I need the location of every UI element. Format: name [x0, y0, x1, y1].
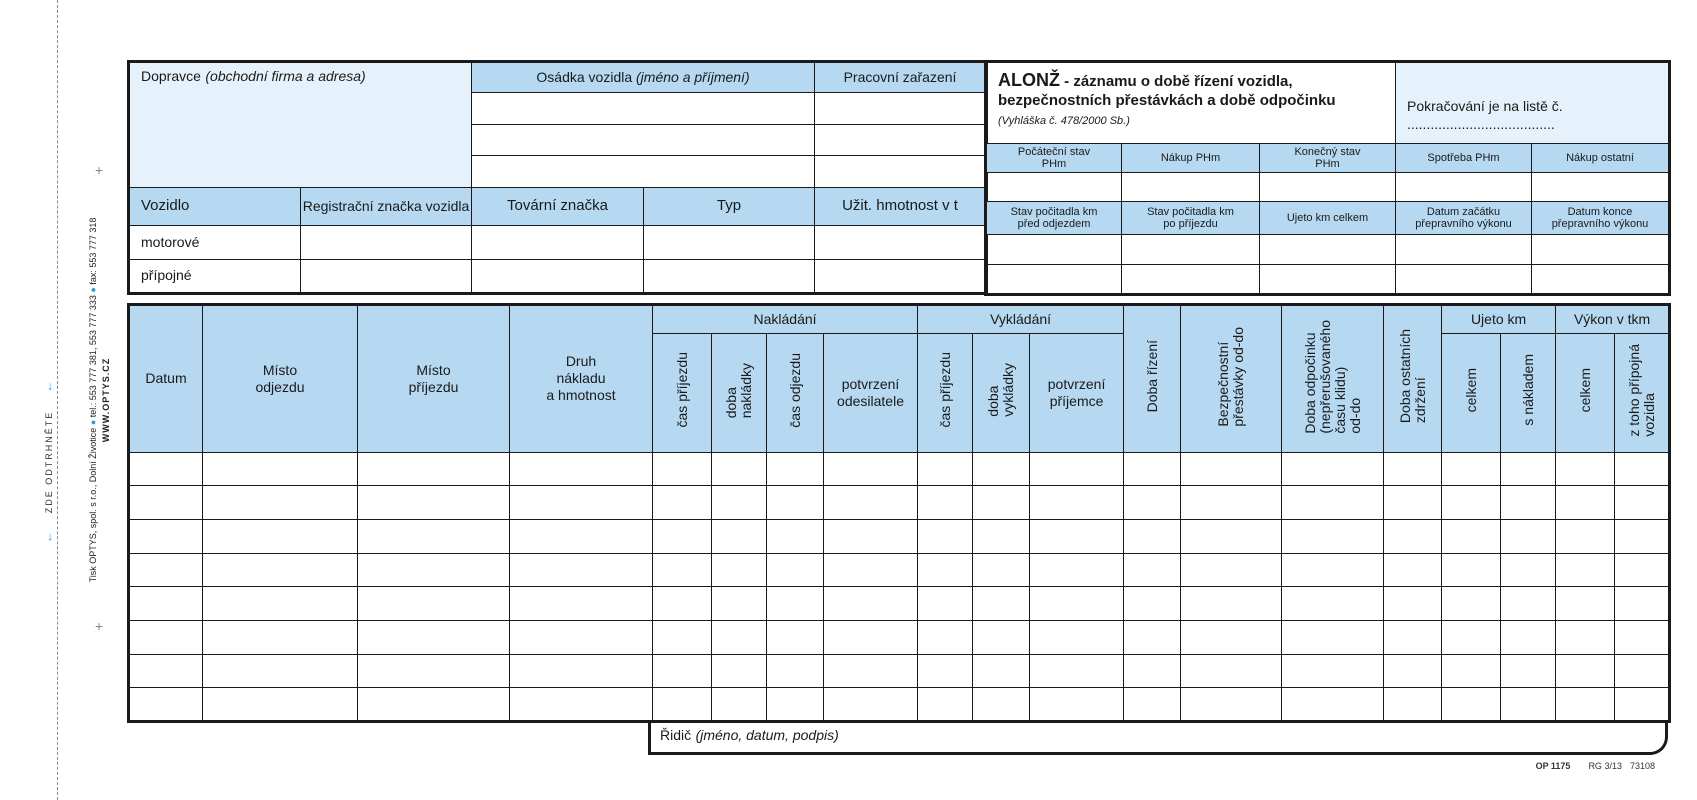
loading-arrival-header: čas příjezdu — [653, 333, 712, 452]
table-cell[interactable] — [1442, 621, 1501, 655]
table-cell[interactable] — [973, 520, 1030, 554]
table-cell[interactable] — [1556, 452, 1615, 486]
table-row — [129, 452, 1670, 486]
table-cell[interactable] — [918, 452, 973, 486]
km-driven-header: Ujeto km — [1442, 305, 1556, 334]
table-cell[interactable] — [767, 452, 824, 486]
crew-role-field[interactable] — [815, 156, 987, 188]
table-cell[interactable] — [824, 587, 918, 621]
unloading-arrival-header: čas příjezdu — [918, 333, 973, 452]
table-cell[interactable] — [510, 452, 653, 486]
table-cell[interactable] — [1030, 688, 1124, 722]
registration-field[interactable] — [301, 225, 472, 259]
table-cell[interactable] — [1442, 452, 1501, 486]
table-cell[interactable] — [1615, 486, 1670, 520]
table-cell[interactable] — [129, 553, 203, 587]
table-cell[interactable] — [1124, 587, 1181, 621]
table-cell[interactable] — [918, 654, 973, 688]
table-cell[interactable] — [653, 520, 712, 554]
table-cell[interactable] — [712, 520, 767, 554]
fuel-end-field[interactable] — [1260, 173, 1396, 202]
table-cell[interactable] — [712, 587, 767, 621]
table-cell[interactable] — [358, 486, 510, 520]
table-cell[interactable] — [973, 654, 1030, 688]
table-cell[interactable] — [918, 486, 973, 520]
table-cell[interactable] — [653, 553, 712, 587]
crew-name-field[interactable] — [472, 92, 815, 124]
brand-header: Tovární značka — [472, 188, 644, 226]
table-cell[interactable] — [1501, 621, 1556, 655]
table-cell[interactable] — [1556, 621, 1615, 655]
crew-header: Osádka vozidla (jméno a příjmení) — [472, 62, 815, 93]
carrier-field[interactable] — [129, 62, 472, 188]
continuation-field[interactable] — [1396, 62, 1670, 144]
table-cell[interactable] — [1556, 553, 1615, 587]
table-cell[interactable] — [358, 452, 510, 486]
table-cell[interactable] — [1556, 654, 1615, 688]
table-cell[interactable] — [1030, 587, 1124, 621]
fuel-end-header: Konečný stav PHm — [1260, 144, 1396, 173]
table-cell[interactable] — [510, 553, 653, 587]
brand-field[interactable] — [472, 225, 644, 259]
table-cell[interactable] — [358, 587, 510, 621]
table-cell[interactable] — [358, 688, 510, 722]
table-cell[interactable] — [973, 587, 1030, 621]
table-cell[interactable] — [1181, 587, 1282, 621]
table-cell[interactable] — [1124, 553, 1181, 587]
brand-field[interactable] — [472, 259, 644, 293]
table-cell[interactable] — [1282, 486, 1384, 520]
table-row — [129, 654, 1670, 688]
sender-confirmation-header: potvrzení odesilatele — [824, 333, 918, 452]
driver-signature-field[interactable] — [648, 720, 1668, 755]
tkm-total-header: celkem — [1556, 333, 1615, 452]
loading-header: Nakládání — [653, 305, 918, 334]
registration-mark-icon: + — [95, 618, 104, 634]
table-cell[interactable] — [653, 452, 712, 486]
arrow-left-icon: ← — [41, 380, 55, 393]
table-cell[interactable] — [510, 621, 653, 655]
km-start-field[interactable] — [986, 265, 1122, 295]
table-cell[interactable] — [1442, 520, 1501, 554]
table-cell[interactable] — [1501, 452, 1556, 486]
weight-field[interactable] — [815, 259, 987, 293]
arrival-place-header: Místo příjezdu — [358, 305, 510, 453]
fuel-consumption-field[interactable] — [1396, 173, 1532, 202]
table-cell[interactable] — [129, 587, 203, 621]
table-cell[interactable] — [1615, 587, 1670, 621]
table-cell[interactable] — [973, 452, 1030, 486]
table-cell[interactable] — [1030, 520, 1124, 554]
crew-role-field[interactable] — [815, 92, 987, 124]
arrow-left-icon: ← — [41, 531, 55, 544]
table-cell[interactable] — [767, 486, 824, 520]
table-cell[interactable] — [767, 654, 824, 688]
transport-end-header: Datum konce přepravního výkonu — [1532, 202, 1670, 235]
table-cell[interactable] — [203, 452, 358, 486]
table-cell[interactable] — [1501, 654, 1556, 688]
cargo-header: Druh nákladu a hmotnost — [510, 305, 653, 453]
fuel-purchase-field[interactable] — [1122, 173, 1260, 202]
table-cell[interactable] — [1615, 654, 1670, 688]
departure-place-header: Místo odjezdu — [203, 305, 358, 453]
table-cell[interactable] — [712, 452, 767, 486]
table-cell[interactable] — [824, 621, 918, 655]
driving-log-table — [127, 303, 1671, 723]
transport-start-field[interactable] — [1396, 265, 1532, 295]
table-cell[interactable] — [1030, 486, 1124, 520]
alonz-subtitle-line2: bezpečnostních přestávkách a době odpočinku — [998, 92, 1336, 109]
fuel-km-form — [984, 60, 1671, 296]
table-cell[interactable] — [1181, 553, 1282, 587]
table-cell[interactable] — [510, 688, 653, 722]
table-cell[interactable] — [824, 654, 918, 688]
table-cell[interactable] — [1282, 587, 1384, 621]
alonz-subtitle: - záznamu o době řízení vozidla, — [1060, 73, 1293, 90]
table-cell[interactable] — [1615, 621, 1670, 655]
table-cell[interactable] — [1030, 452, 1124, 486]
table-cell[interactable] — [1384, 486, 1442, 520]
table-cell[interactable] — [1030, 621, 1124, 655]
table-row — [129, 688, 1670, 722]
table-cell[interactable] — [653, 654, 712, 688]
tear-off-line — [57, 0, 58, 800]
vehicle-header-form — [127, 60, 988, 295]
table-cell[interactable] — [1282, 520, 1384, 554]
table-cell[interactable] — [510, 486, 653, 520]
type-field[interactable] — [644, 259, 815, 293]
table-cell[interactable] — [824, 688, 918, 722]
alonz-title-block — [986, 62, 1396, 144]
table-cell[interactable] — [712, 688, 767, 722]
rest-time-header: Doba odpočinku (nepřerušovaného času klidu) od-do — [1282, 305, 1384, 453]
km-end-header: Stav počitadla km po příjezdu — [1122, 202, 1260, 235]
table-cell[interactable] — [1124, 520, 1181, 554]
table-cell[interactable] — [510, 654, 653, 688]
table-cell[interactable] — [129, 654, 203, 688]
other-delay-header: Doba ostatních zdržení — [1384, 305, 1442, 453]
table-cell[interactable] — [1384, 452, 1442, 486]
table-cell[interactable] — [1030, 654, 1124, 688]
table-cell[interactable] — [1282, 688, 1384, 722]
table-cell[interactable] — [510, 520, 653, 554]
role-header: Pracovní zařazení — [815, 62, 987, 93]
table-cell[interactable] — [1501, 520, 1556, 554]
table-cell[interactable] — [918, 688, 973, 722]
table-cell[interactable] — [1181, 654, 1282, 688]
table-row — [129, 520, 1670, 554]
loading-departure-header: čas odjezdu — [767, 333, 824, 452]
table-cell[interactable] — [1181, 621, 1282, 655]
table-cell[interactable] — [824, 486, 918, 520]
fuel-start-header: Počáteční stav PHm — [986, 144, 1122, 173]
table-cell[interactable] — [1442, 587, 1501, 621]
table-cell[interactable] — [358, 654, 510, 688]
km-total-field[interactable] — [1260, 265, 1396, 295]
table-cell[interactable] — [203, 553, 358, 587]
table-cell[interactable] — [653, 621, 712, 655]
recipient-confirmation-header: potvrzení příjemce — [1030, 333, 1124, 452]
printer-web: WWW.OPTYS.CZ — [101, 357, 111, 443]
table-cell[interactable] — [918, 520, 973, 554]
continuation-label: Pokračování je na listě č. ...................................... — [1407, 98, 1563, 132]
transport-end-field[interactable] — [1532, 265, 1670, 295]
fuel-consumption-header: Spotřeba PHm — [1396, 144, 1532, 173]
table-cell[interactable] — [824, 452, 918, 486]
carrier-label: Dopravce — [141, 68, 201, 84]
table-cell[interactable] — [1282, 621, 1384, 655]
unloading-header: Vykládání — [918, 305, 1124, 334]
table-cell[interactable] — [358, 520, 510, 554]
table-cell[interactable] — [203, 688, 358, 722]
table-cell[interactable] — [510, 587, 653, 621]
table-cell[interactable] — [767, 688, 824, 722]
table-cell[interactable] — [1556, 688, 1615, 722]
table-cell[interactable] — [129, 520, 203, 554]
table-cell[interactable] — [767, 520, 824, 554]
vehicle-trailer-label: přípojné — [129, 259, 301, 293]
carrier-hint: (obchodní firma a adresa) — [205, 68, 366, 84]
other-purchase-header: Nákup ostatní — [1532, 144, 1670, 173]
table-cell[interactable] — [767, 621, 824, 655]
driver-hint: (jméno, datum, podpis) — [695, 727, 839, 743]
table-cell[interactable] — [824, 520, 918, 554]
other-purchase-field[interactable] — [1532, 173, 1670, 202]
table-cell[interactable] — [1615, 452, 1670, 486]
table-cell[interactable] — [653, 486, 712, 520]
fuel-purchase-header: Nákup PHm — [1122, 144, 1260, 173]
table-cell[interactable] — [358, 553, 510, 587]
performance-header: Výkon v tkm — [1556, 305, 1670, 334]
registration-mark-icon: + — [95, 162, 104, 178]
table-cell[interactable] — [918, 553, 973, 587]
transport-start-field[interactable] — [1396, 235, 1532, 265]
table-cell[interactable] — [1556, 520, 1615, 554]
transport-end-field[interactable] — [1532, 235, 1670, 265]
table-cell[interactable] — [1556, 486, 1615, 520]
table-cell[interactable] — [1384, 587, 1442, 621]
table-cell[interactable] — [129, 452, 203, 486]
vehicle-header: Vozidlo — [129, 188, 301, 226]
table-cell[interactable] — [712, 486, 767, 520]
km-end-field[interactable] — [1122, 265, 1260, 295]
loading-duration-header: doba nakládky — [712, 333, 767, 452]
table-cell[interactable] — [1181, 688, 1282, 722]
table-cell[interactable] — [1181, 520, 1282, 554]
crew-role-field[interactable] — [815, 124, 987, 156]
crew-name-field[interactable] — [472, 124, 815, 156]
table-cell[interactable] — [824, 553, 918, 587]
table-cell[interactable] — [1442, 553, 1501, 587]
type-header: Typ — [644, 188, 815, 226]
table-cell[interactable] — [358, 621, 510, 655]
table-cell[interactable] — [1124, 654, 1181, 688]
vehicle-motor-label: motorové — [129, 225, 301, 259]
table-cell[interactable] — [712, 621, 767, 655]
table-cell[interactable] — [1384, 688, 1442, 722]
table-cell[interactable] — [1282, 553, 1384, 587]
km-total-header: celkem — [1442, 333, 1501, 452]
table-cell[interactable] — [129, 621, 203, 655]
table-cell[interactable] — [1501, 553, 1556, 587]
table-cell[interactable] — [1615, 688, 1670, 722]
table-cell[interactable] — [1384, 520, 1442, 554]
form-code: OP 1175 RG 3/13 73108 — [1535, 761, 1655, 771]
table-cell[interactable] — [1124, 486, 1181, 520]
table-cell[interactable] — [1181, 452, 1282, 486]
table-cell[interactable] — [973, 688, 1030, 722]
table-cell[interactable] — [1181, 486, 1282, 520]
km-total-field[interactable] — [1260, 235, 1396, 265]
table-cell[interactable] — [203, 486, 358, 520]
regulation-note: (Vyhláška č. 478/2000 Sb.) — [998, 115, 1130, 127]
table-cell[interactable] — [767, 553, 824, 587]
table-cell[interactable] — [129, 688, 203, 722]
table-cell[interactable] — [918, 621, 973, 655]
table-cell[interactable] — [973, 553, 1030, 587]
table-cell[interactable] — [1384, 553, 1442, 587]
table-cell[interactable] — [1615, 520, 1670, 554]
table-cell[interactable] — [1556, 587, 1615, 621]
table-cell[interactable] — [653, 587, 712, 621]
table-cell[interactable] — [203, 654, 358, 688]
table-cell[interactable] — [1384, 621, 1442, 655]
table-cell[interactable] — [1615, 553, 1670, 587]
tear-off-label: ←ZDE ODTRHNĚTE← — [41, 380, 55, 544]
table-row — [129, 621, 1670, 655]
table-cell[interactable] — [653, 688, 712, 722]
table-row — [129, 587, 1670, 621]
table-cell[interactable] — [1124, 621, 1181, 655]
table-cell[interactable] — [1442, 654, 1501, 688]
table-cell[interactable] — [973, 486, 1030, 520]
table-cell[interactable] — [712, 654, 767, 688]
weight-header: Užit. hmotnost v t — [815, 188, 987, 226]
unloading-duration-header: doba vykládky — [973, 333, 1030, 452]
type-field[interactable] — [644, 225, 815, 259]
table-cell[interactable] — [1282, 452, 1384, 486]
table-row — [129, 553, 1670, 587]
registration-field[interactable] — [301, 259, 472, 293]
crew-name-field[interactable] — [472, 156, 815, 188]
date-header: Datum — [129, 305, 203, 453]
transport-start-header: Datum začátku přepravního výkonu — [1396, 202, 1532, 235]
table-cell[interactable] — [767, 587, 824, 621]
table-cell[interactable] — [1030, 553, 1124, 587]
table-cell[interactable] — [1501, 688, 1556, 722]
table-cell[interactable] — [203, 587, 358, 621]
table-cell[interactable] — [1442, 486, 1501, 520]
table-cell[interactable] — [1282, 654, 1384, 688]
alonz-title: ALONŽ — [998, 70, 1060, 90]
table-cell[interactable] — [1124, 452, 1181, 486]
table-cell[interactable] — [1124, 688, 1181, 722]
table-cell[interactable] — [1501, 486, 1556, 520]
printer-info: Tisk OPTYS, spol. s r.o., Dolní Životice ● tel.: 553 777 381, 553 777 333 ● fax: 553 777 318 — [88, 217, 98, 583]
table-cell[interactable] — [1384, 654, 1442, 688]
driver-label: Řidič — [660, 727, 692, 743]
km-start-field[interactable] — [986, 235, 1122, 265]
km-loaded-header: s nákladem — [1501, 333, 1556, 452]
safety-break-header: Bezpečnostní přestávky od-do — [1181, 305, 1282, 453]
table-cell[interactable] — [973, 621, 1030, 655]
table-cell[interactable] — [1501, 587, 1556, 621]
table-cell[interactable] — [129, 486, 203, 520]
tkm-trailer-header: z toho přípojná vozidla — [1615, 333, 1670, 452]
registration-header: Registrační značka vozidla — [301, 188, 472, 226]
table-cell[interactable] — [1442, 688, 1501, 722]
table-cell[interactable] — [203, 621, 358, 655]
weight-field[interactable] — [815, 225, 987, 259]
table-cell[interactable] — [918, 587, 973, 621]
table-cell[interactable] — [712, 553, 767, 587]
table-row — [129, 486, 1670, 520]
km-total-header: Ujeto km celkem — [1260, 202, 1396, 235]
km-end-field[interactable] — [1122, 235, 1260, 265]
driving-time-header: Doba řízení — [1124, 305, 1181, 453]
km-start-header: Stav počitadla km před odjezdem — [986, 202, 1122, 235]
fuel-start-field[interactable] — [986, 173, 1122, 202]
table-cell[interactable] — [203, 520, 358, 554]
